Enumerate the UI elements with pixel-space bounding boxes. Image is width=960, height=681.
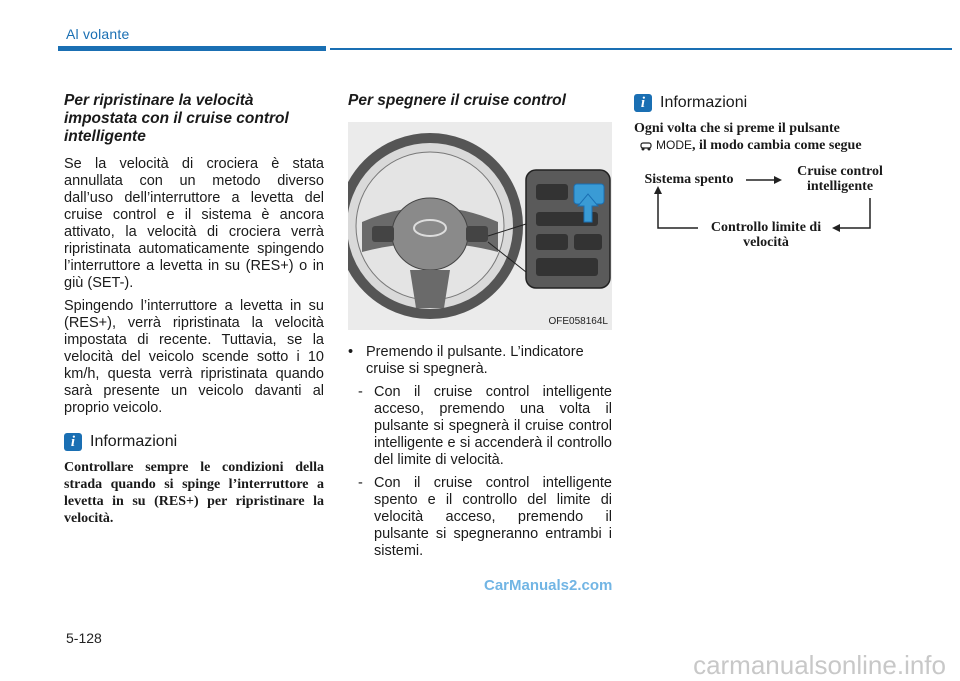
column-left [64,92,324,527]
header-rule-thick [58,46,326,51]
column-right [634,92,898,268]
bullet-text: Premendo il pulsante. L’indicatore cruise si spegnerà. [366,344,584,377]
bullet-item [348,344,612,378]
info-header [64,433,324,451]
car-distance-icon [638,140,656,152]
mode-info-text: Ogni volta che si preme il pulsante MODE, il modo cambia come segue [634,121,862,153]
mode-label: MODE [656,138,692,152]
info-title-2: Informazioni [660,94,748,111]
sub-item-2: - Con il cruise control intelligente spento e il controllo del limite di velocità acceso, premendo il pulsante si spegneranno entrambi i sistemi. [358,475,612,559]
column-middle [348,92,612,560]
mode-smart-cruise: Cruise control intelligente [797,164,883,194]
paragraph-1: Se la velocità di crociera è stata annullata con un metodo diverso dall’uso dell’interruttore a levetta del cruise control e il sistema è ancora attivato, la velocità di crociera verrà ripristinata automaticamente spingendo l’interruttore a levetta in su (RES+) o in giù (SET-). [64,156,324,291]
mode-speed-limit: Controllo limite di velocità [710,220,822,250]
paragraph-2: Spingendo l’interruttore a levetta in su (RES+), verrà ripristinata la velocità impostata di recente. Tuttavia, se la velocità del veicolo scende sotto i 10 km/h, questa verrà ripristinata quando sarà presente un veicolo davanti al proprio veicolo. [64,298,324,416]
watermark: CarManuals2.com [484,577,613,594]
sub-item-1: - Con il cruise control intelligente acceso, premendo una volta il pulsante si spegnerà il cruise control intelligente e si accenderà il controllo del limite di velocità. [358,384,612,468]
figure-code: OFE058164L [548,316,608,327]
steering-wheel-figure [348,122,612,330]
heading-restore-speed: Per ripristinare la velocità impostata con il cruise control intelligente [64,92,289,145]
info-title: Informazioni [90,433,178,450]
info-icon: i [64,433,82,451]
section-title: Al volante [66,26,130,42]
steering-wheel-illustration [348,122,612,330]
info-header-2 [634,94,898,112]
mode-system-off: Sistema spento [644,172,734,187]
bullet-dot: • [348,344,354,360]
footer-watermark: carmanualsonline.info [693,650,946,680]
heading-turn-off: Per spegnere il cruise control [348,92,566,109]
sub-item-2-text: Con il cruise control intelligente spento e il controllo del limite di velocità acceso, premendo il pulsante si spegneranno entrambi i sistemi. [374,475,612,559]
sub-item-1-text: Con il cruise control intelligente acceso, premendo una volta il pulsante si spegnerà il cruise control intelligente e si accenderà il controllo del limite di velocità. [374,384,612,468]
info-icon: i [634,94,652,112]
mode-cycle-diagram [634,164,898,268]
header-rule-thin [330,48,952,50]
info-text: Controllare sempre le condizioni della strada quando si spinge l’interruttore a levetta in su (RES+) per ripristinare la velocità. [64,460,324,526]
page-number: 5-128 [66,630,102,646]
